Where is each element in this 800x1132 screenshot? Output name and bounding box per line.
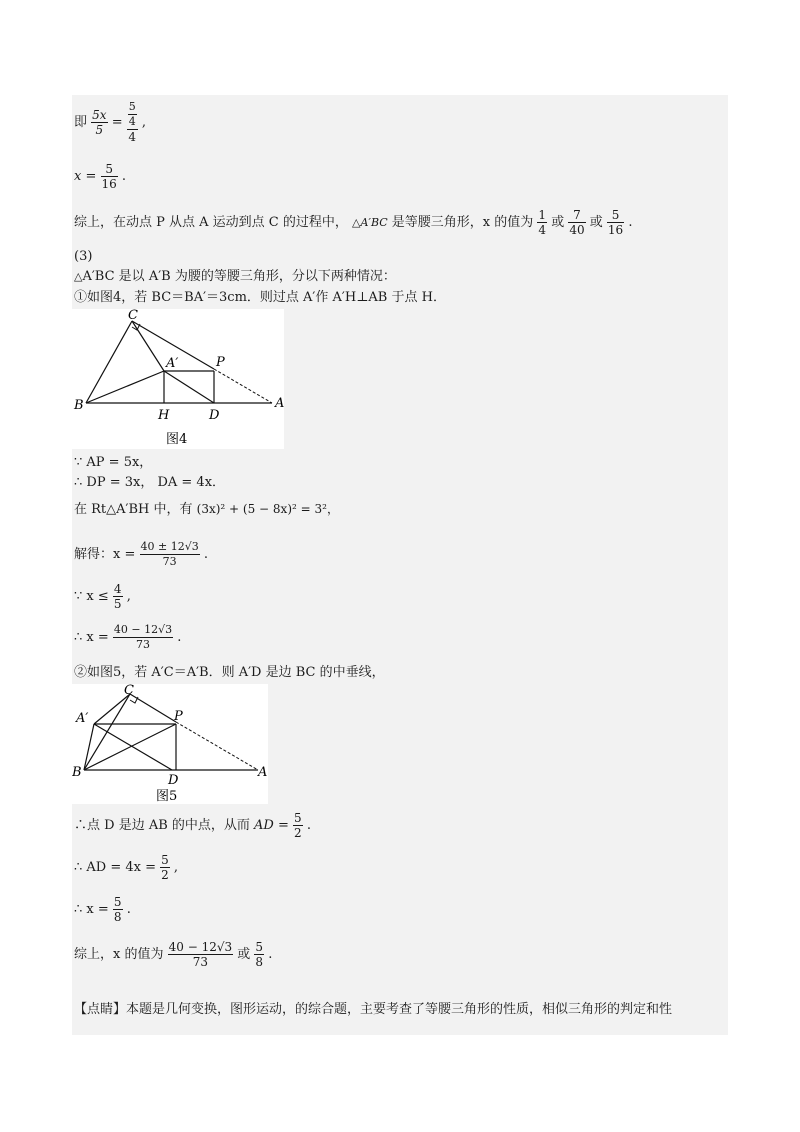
fig5-label-A1: A′ [76, 711, 89, 726]
equation-ratio: 即 $\frac{5x}{5}$ = $\frac{\frac{5}{4}}{4}$ , [74, 100, 147, 144]
so-x-value: ∴ x = $\frac{40 - 12√3}{73}$ . [74, 623, 182, 651]
ad-4x: ∴ AD = 4x = $\frac{5}{2}$ , [74, 853, 179, 882]
fig5-caption: 图5 [156, 789, 178, 804]
figure-4 [72, 309, 284, 449]
fig4-label-A1: A′ [166, 356, 179, 371]
fraction-5x-over-5: $\frac{5x}{5}$ [92, 107, 107, 137]
fig4-caption: 图4 [166, 432, 188, 447]
x-final: ∴ x = $\frac{5}{8}$ . [74, 895, 131, 924]
fig5-label-A: A [258, 765, 268, 780]
summary-line-1: 综上，在动点 P 从点 A 运动到点 C 的过程中， △A′BC 是等腰三角形，x 的值为 $\frac{1}{4}$ 或 $\frac{7}{40}$ 或 $\frac{5}{16}$ . [74, 208, 633, 237]
fig4-label-D: D [209, 408, 220, 423]
fig4-label-A: A [275, 396, 284, 411]
so-dp-da: ∴ DP = 3x， DA = 4x． [74, 475, 226, 490]
fraction-compound: $\frac{\frac{5}{4}}{4}$ [128, 100, 137, 144]
fig4-label-C: C [128, 309, 138, 323]
d-midpoint: ∴点 D 是边 AB 的中点，从而 AD = $\frac{5}{2}$ . [74, 811, 311, 840]
solve-line: 解得：x = $\frac{40 \pm 12√3}{73}$ . [74, 540, 208, 568]
fig5-label-D: D [168, 773, 179, 788]
figure-5 [72, 684, 268, 804]
case-2-text: ②如图5，若 A′C＝A′B．则 A′D 是边 BC 的中垂线， [74, 665, 385, 680]
comment-dianjing: 【点睛】本题是几何变换，图形运动，的综合题，主要考查了等腰三角形的性质，相似三角形的判定和性 [74, 1002, 673, 1017]
fig5-label-B: B [72, 765, 82, 780]
fig4-label-P: P [216, 355, 225, 370]
fig5-label-C: C [124, 684, 134, 698]
summary-final: 综上，x 的值为 $\frac{40 - 12√3}{73}$ 或 $\frac{5}{8}$ . [74, 940, 273, 969]
rt-equation: 在 Rt△A′BH 中，有 (3x)² + (5 − 8x)² = 3²， [74, 502, 339, 517]
case-1-text: ①如图4，若 BC＝BA′＝3cm．则过点 A′作 A′H⊥AB 于点 H． [74, 290, 446, 305]
fig4-label-B: B [74, 398, 84, 413]
fig4-label-H: H [158, 408, 170, 423]
part-3-intro: △A′BC 是以 A′B 为腰的等腰三角形，分以下两种情况： [74, 269, 396, 284]
since-x-bound: ∵ x ≤ $\frac{4}{5}$ , [74, 582, 131, 611]
since-ap: ∵ AP = 5x， [74, 455, 153, 470]
equation-x-5-16: x = $\frac{5}{16}$ . [74, 162, 127, 191]
fig5-label-P: P [174, 709, 183, 724]
part-3-label: (3) [74, 249, 93, 264]
